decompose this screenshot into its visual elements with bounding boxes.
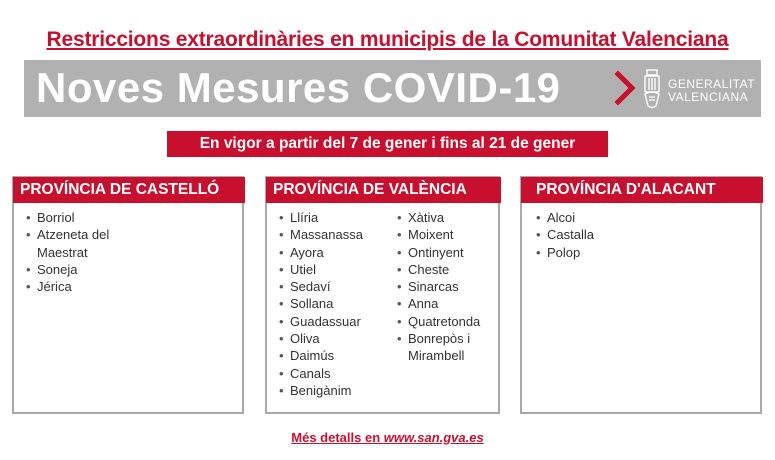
list-item: Maestrat (37, 244, 88, 260)
list-item: • Atzeneta del (26, 226, 109, 243)
list-item: • Anna (397, 295, 480, 312)
more-details-prefix: Més detalls en (291, 430, 384, 445)
banner-title: Noves Mesures COVID-19 (36, 64, 561, 111)
castello-municipality-list (26, 209, 109, 295)
list-item: • Canals (279, 365, 363, 382)
list-item: • Sedaví (279, 278, 363, 295)
logo-line-2: VALENCIANA (668, 90, 749, 104)
list-item: • Moixent (397, 226, 480, 243)
province-alacant-title: PROVÍNCIA D'ALACANT (521, 177, 763, 203)
list-item: • Benigànim (279, 382, 363, 399)
validity-dates: En vigor a partir del 7 de gener i fins al 21 de gener (167, 131, 608, 157)
list-item: • Alcoi (536, 209, 594, 226)
logo-line-1: GENERALITAT (668, 77, 756, 91)
generalitat-logo (642, 69, 757, 109)
list-item: • Utiel (279, 261, 363, 278)
list-item: • Castalla (536, 226, 594, 243)
chevron-right-icon (614, 70, 636, 106)
list-item: • Quatretonda (397, 313, 480, 330)
list-item: • Llíria (279, 209, 363, 226)
list-item: • Bonrepòs i (397, 330, 480, 347)
page-title: Restriccions extraordinàries en municipis de la Comunitat Valenciana (46, 28, 729, 51)
generalitat-emblem-icon (642, 69, 662, 109)
list-item: • Massanassa (279, 226, 363, 243)
province-valencia-card (265, 176, 500, 414)
more-details-url[interactable]: www.san.gva.es (383, 430, 484, 445)
list-item: • Polop (536, 244, 594, 261)
province-valencia-title: PROVÍNCIA DE VALÈNCIA (266, 177, 501, 203)
list-item: • Cheste (397, 261, 480, 278)
valencia-municipality-list-2 (397, 209, 480, 365)
list-item: • Soneja (26, 261, 109, 278)
list-item: • Ontinyent (397, 244, 480, 261)
list-item: • Oliva (279, 330, 363, 347)
list-item: • Sollana (279, 295, 363, 312)
list-item: Mirambell (408, 348, 465, 364)
valencia-municipality-list-1 (279, 209, 363, 399)
covid-banner (24, 60, 761, 117)
list-item: • Xàtiva (397, 209, 480, 226)
province-castello-title: PROVÍNCIA DE CASTELLÓ (13, 177, 245, 203)
list-item: • Daimús (279, 347, 363, 364)
more-details-link[interactable] (0, 430, 775, 445)
list-item: • Jérica (26, 278, 109, 295)
list-item: • Borriol (26, 209, 109, 226)
province-castello-card (12, 176, 244, 414)
province-alacant-card (520, 176, 762, 414)
list-item: • Ayora (279, 244, 363, 261)
list-item: • Guadassuar (279, 313, 363, 330)
list-item: • Sinarcas (397, 278, 480, 295)
alacant-municipality-list (536, 209, 594, 261)
